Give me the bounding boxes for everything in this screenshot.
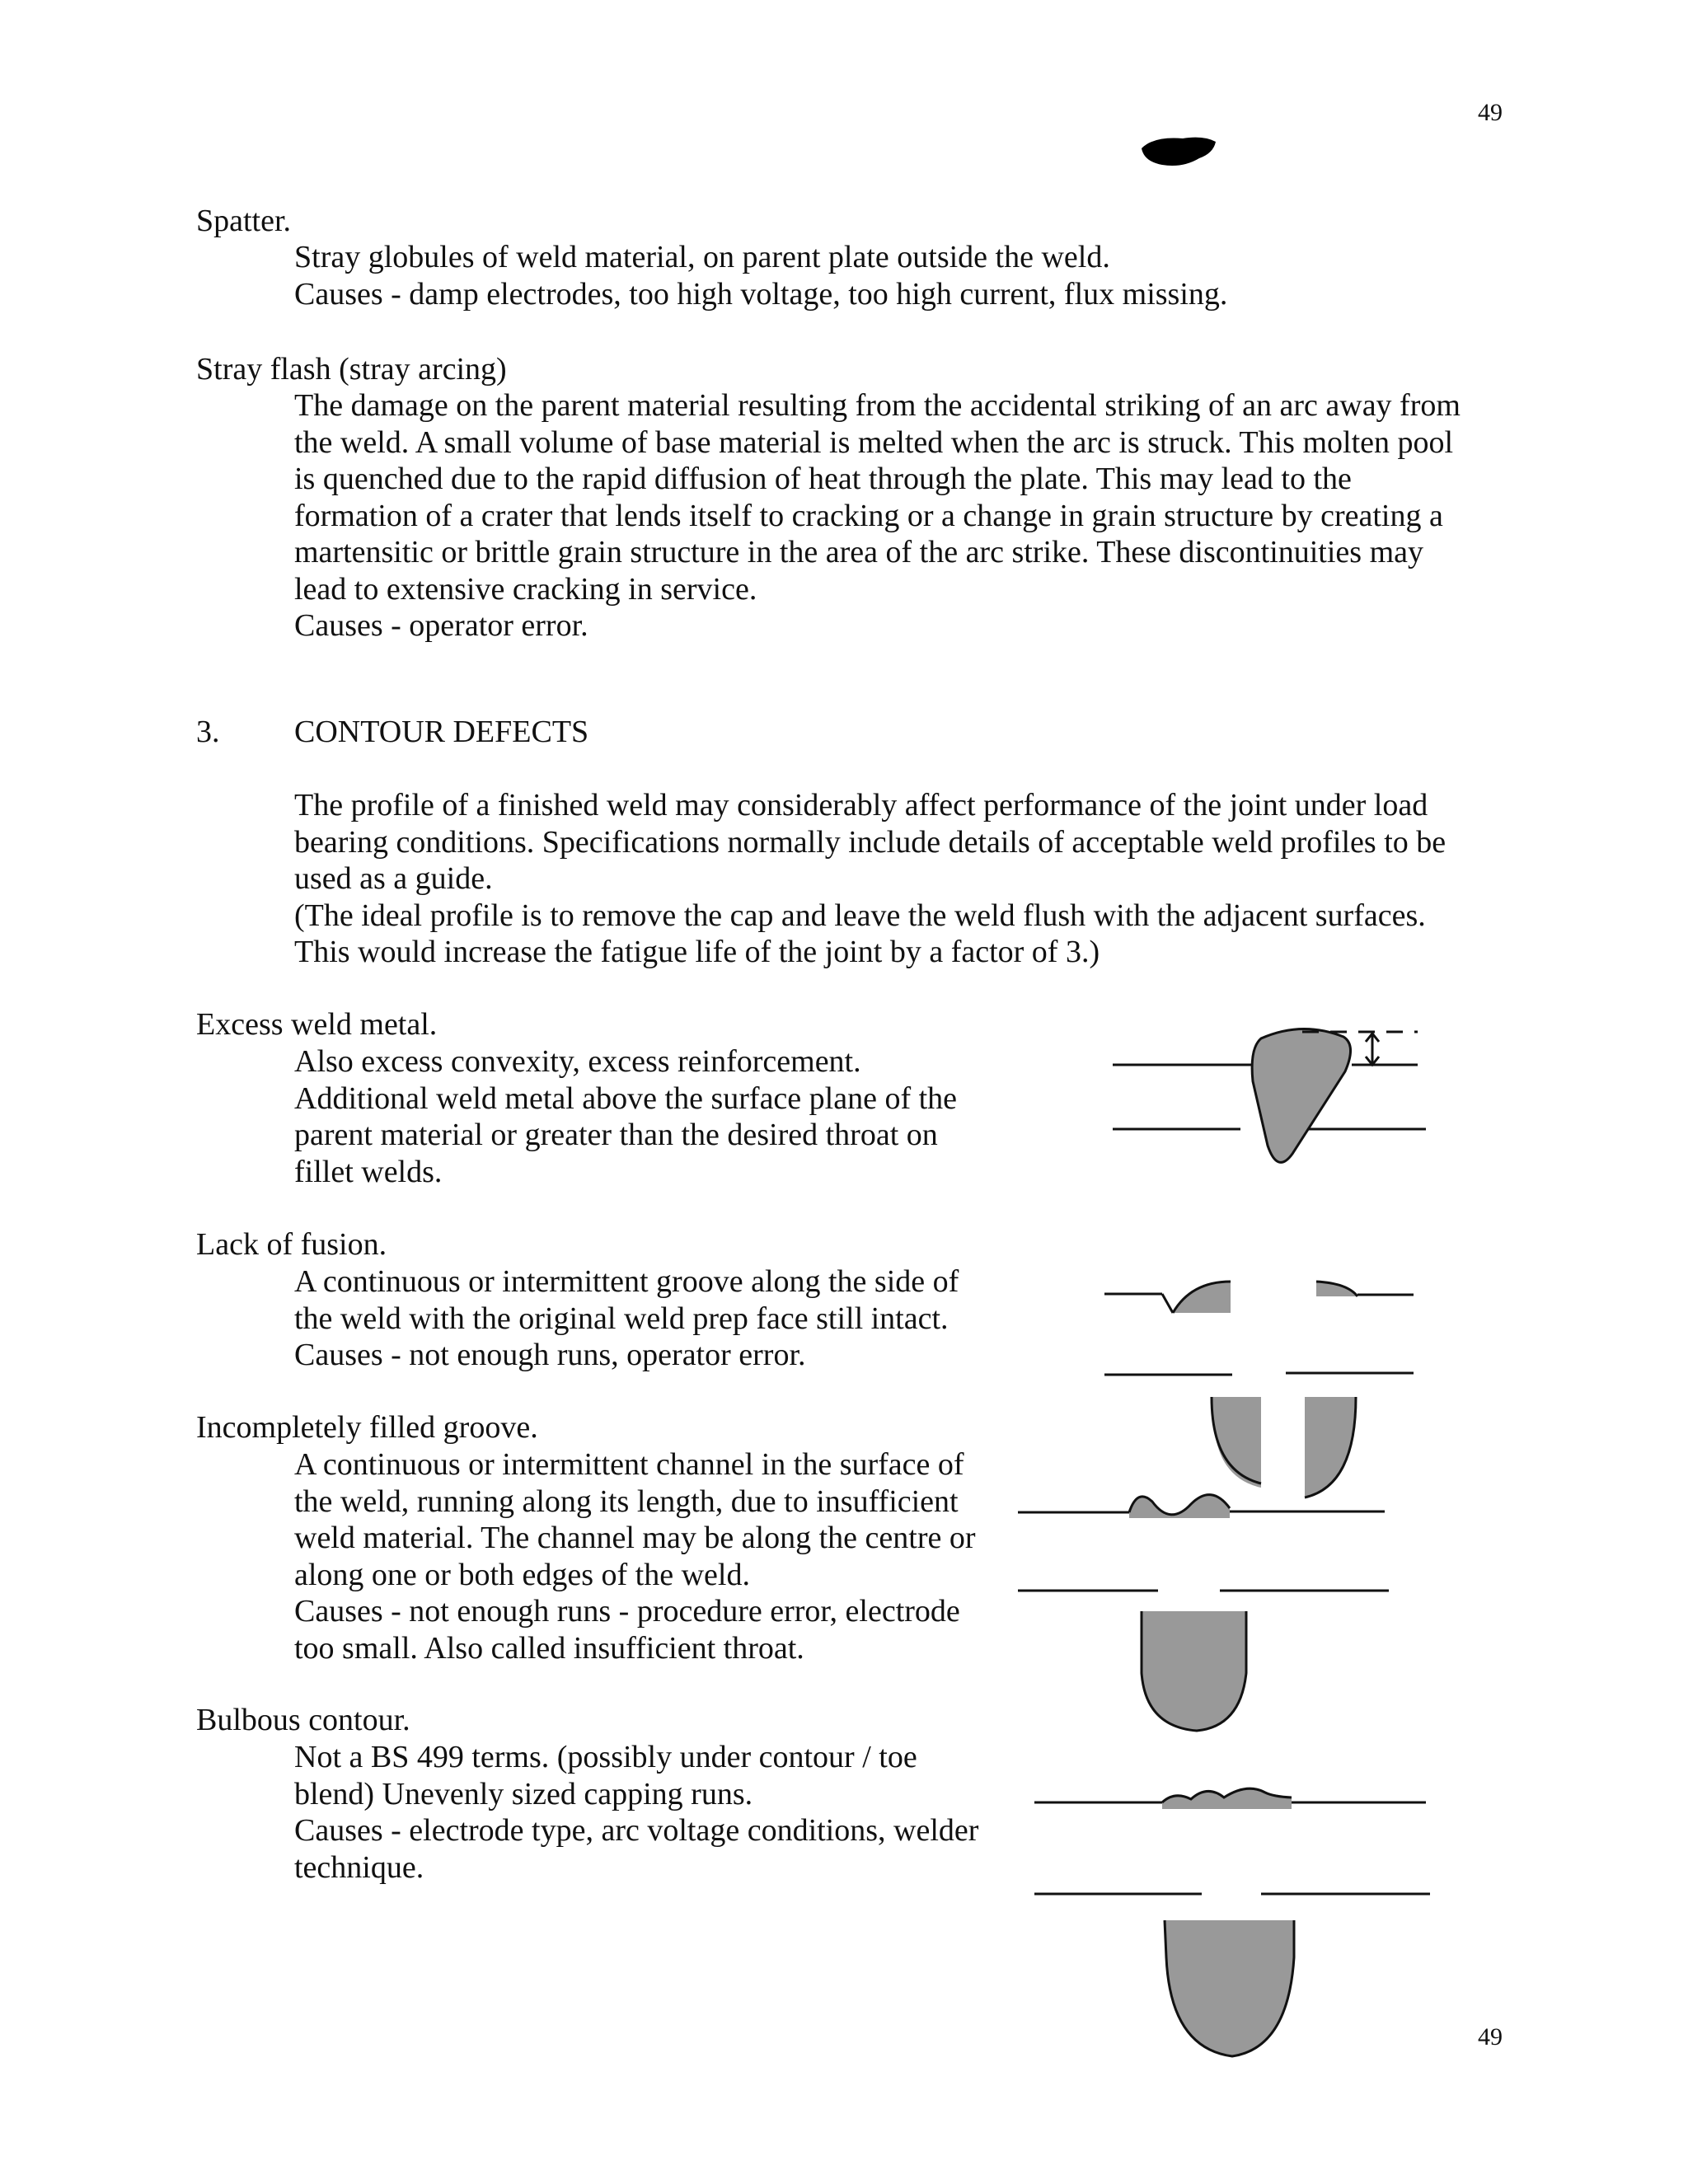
lack-fusion-heading: Lack of fusion. [196,1227,387,1262]
incomplete-groove-heading: Incompletely filled groove. [196,1410,538,1445]
incomplete-groove-line: too small. Also called insufficient throat. [294,1630,804,1666]
stray-flash-line: the weld. A small volume of base material is melted when the arc is struck. This molten pool [294,424,1454,460]
lack-fusion-line: A continuous or intermittent groove along the side of [294,1264,959,1299]
intro-line: The profile of a finished weld may considerably affect performance of the joint under load [294,788,1428,823]
page-number-top: 49 [1478,99,1503,126]
stray-flash-line: martensitic or brittle grain structure in the area of the arc strike. These discontinuities may [294,535,1424,569]
incomplete-groove-line: Causes - not enough runs - procedure error, electrode [294,1594,960,1629]
intro-line: This would increase the fatigue life of the joint by a factor of 3.) [294,935,1100,969]
excess-weld-line: parent material or greater than the desired throat on [294,1118,938,1152]
intro-line: used as a guide. [294,861,493,896]
intro-line: (The ideal profile is to remove the cap and leave the weld flush with the adjacent surfaces. [294,898,1426,933]
excess-weld-line: Additional weld metal above the surface plane of the [294,1080,958,1116]
lack-fusion-line: Causes - not enough runs, operator error. [294,1338,806,1372]
excess-weld-diagram-icon [1104,1022,1434,1187]
intro-line: bearing conditions. Specifications normally include details of acceptable weld profiles to be [294,824,1447,860]
lack-fusion-body [294,1263,959,1374]
bulbous-line: technique. [294,1849,424,1885]
section-title: CONTOUR DEFECTS [294,715,589,749]
stray-flash-line: formation of a crater that lends itself to cracking or a change in grain structure by creating a [294,498,1443,533]
stray-flash-body [294,387,1461,644]
bulbous-body [294,1739,978,1886]
incomplete-groove-body [294,1446,976,1666]
excess-weld-line: fillet welds. [294,1154,443,1189]
bulbous-line: Causes - electrode type, arc voltage conditions, welder [294,1813,979,1848]
lack-fusion-line: the weld with the original weld prep face still intact. [294,1301,949,1336]
stray-flash-line: is quenched due to the rapid diffusion of heat through the plate. This may lead to the [294,462,1352,496]
spatter-heading: Spatter. [196,204,292,238]
spatter-line: Stray globules of weld material, on parent plate outside the weld. [294,240,1110,274]
stray-flash-heading: Stray flash (stray arcing) [196,352,507,387]
bulbous-line: blend) Unevenly sized capping runs. [294,1776,753,1811]
incomplete-groove-line: weld material. The channel may be along the centre or [294,1521,976,1555]
bulbous-line: Not a BS 499 terms. (possibly under contour / toe [294,1740,917,1774]
section-number: 3. [196,715,220,749]
ink-blot-icon [1137,132,1220,173]
incomplete-groove-diagram-icon [1014,1483,1409,1755]
stray-flash-line: Causes - operator error. [294,608,588,643]
incomplete-groove-line: along one or both edges of the weld. [294,1557,750,1592]
excess-weld-heading: Excess weld metal. [196,1007,438,1042]
spatter-line: Causes - damp electrodes, too high voltage, too high current, flux missing. [294,276,1228,312]
spatter-body [294,239,1227,312]
section-intro [294,787,1446,971]
excess-weld-line: Also excess convexity, excess reinforcement. [294,1044,861,1079]
incomplete-groove-line: the weld, running along its length, due to insufficient [294,1483,959,1519]
excess-weld-body [294,1043,957,1190]
bulbous-heading: Bulbous contour. [196,1703,410,1737]
stray-flash-line: The damage on the parent material resulting from the accidental striking of an arc away from [294,388,1461,423]
stray-flash-line: lead to extensive cracking in service. [294,571,757,607]
page-number-bottom: 49 [1478,2023,1503,2050]
bulbous-contour-diagram-icon [1026,1751,1438,2081]
incomplete-groove-line: A continuous or intermittent channel in the surface of [294,1447,964,1482]
